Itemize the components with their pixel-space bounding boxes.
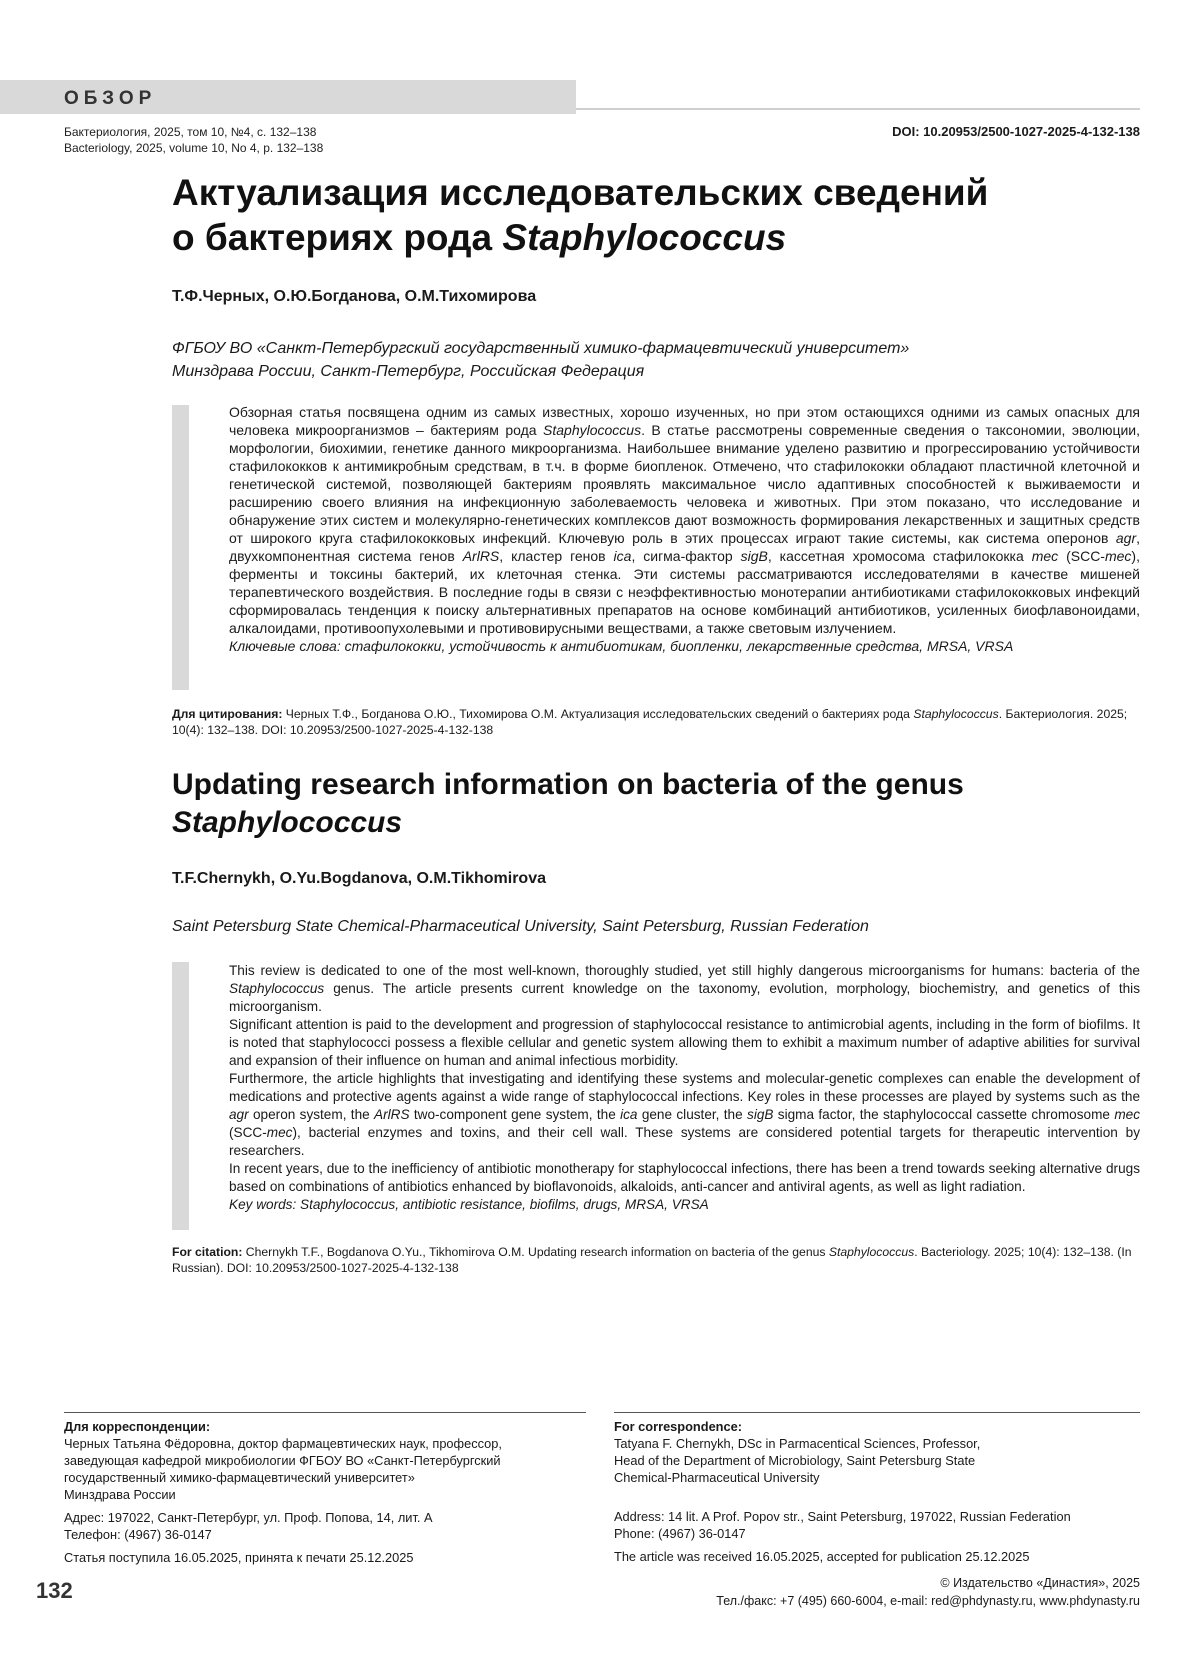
citation-ru: Для цитирования: Черных Т.Ф., Богданова О.Ю., Тихомирова О.М. Актуализация исследовательских сведений о бактериях рода Staphylococcus. Бактериология. 2025; 10(4): 132–138. DOI: 10.20953/2500-1027-2025-4-132-138 xyxy=(172,707,1128,737)
abstract-bar-en xyxy=(172,962,189,1230)
title-ru: Актуализация исследовательских сведений о бактериях рода Staphylococcus xyxy=(172,172,989,258)
section-divider xyxy=(576,108,1140,110)
abstract-ru: Обзорная статья посвящена одним из самых известных, хорошо изученных, но при этом остающихся одними из самых опасных для человека микроорганизмов – бактериям рода Staphylococcus. В статье рассмотрены современные сведения о таксономии, эволюции, морфологии, биохимии, генетике данного микроорганизма. Наибольшее внимание уделено развитию и прогрессированию устойчивости стафилококков к антимикробным средствам, в т.ч. в форме биопленок. Отмечено, что стафилококки обладают пластичной клеточной и генетической системой, позволяющей бактериям проявлять максимальное число адаптивных способностей к выживаемости и расширению своего влияния на инфекционную заболеваемость человека и животных. При этом показано, что исследование и обнаружение этих систем и молекулярно-генетических комплексов дают возможность формирования лекарственных и защитных средств от широкого круга стафилококковых инфекций. Ключевую роль в этих процессах играют такие системы, как система оперонов agr, двухкомпонентная система генов ArlRS, кластер генов ica, сигма-фактор sigB, кассетная хромосома стафилококка mec (SCC-mec), ферменты и токсины бактерий, их клеточная стенка. Эти системы рассматриваются исследователями в качестве мишеней терапевтического воздействия. В последние годы в связи с неэффективностью монотерапии антибиотиками стафилококковых инфекций сформировалась тенденция к поиску альтернативных препаратов на основе комбинаций антибиотиков, усиленных биофлавоноидами, алкалоидами, противоопухолевыми и противовирусными веществами, а также световым излучением. Ключевые слова: стафилококки, устойчивость к антибиотикам, биопленки, лекарственные средства, MRSA, VRSA xyxy=(229,404,1140,654)
keywords-ru: Ключевые слова: стафилококки, устойчивость к антибиотикам, биопленки, лекарственные средства, MRSA, VRSA xyxy=(229,638,1014,654)
publisher-info: © Издательство «Династия», 2025 Тел./факс: +7 (495) 660-6004, e-mail: red@phdynasty.ru, www.phdynasty.ru xyxy=(716,1576,1140,1608)
correspondence-en: For correspondence: Tatyana F. Chernykh, DSc in Parmacentical Sciences, Professor, Head of the Department of Microbiology, Saint Petersburg State Chemical-Pharmaceutical University Address: 14 lit. A Prof. Popov str., Saint Petersburg, 197022, Russian Federation Phone: (4967) 36-0147 The article was received 16.05.2025, accepted for publication 25.12.2025 xyxy=(614,1419,1071,1564)
abstract-en: This review is dedicated to one of the most well-known, thoroughly studied, yet still highly dangerous microorganisms for humans: bacteria of the Staphylococcus genus. The article presents current knowledge on the taxonomy, evolution, morphology, biochemistry, and genetics of this microorganism. Significant attention is paid to the development and progression of staphylococcal resistance to antimicrobial agents, including in the form of biofilms. It is noted that staphylococci possess a flexible cellular and genetic system allowing them to exhibit a maximum number of adaptive abilities for survival and expansion of their influence on human and animal infectious morbidity. Furthermore, the article highlights that investigating and identifying these systems and molecular-genetic complexes can enable the development of medications and protective agents against a wide range of staphylococcal infections. Key roles in these processes are played by systems such as the agr operon system, the ArlRS two-component gene system, the ica gene cluster, the sigB sigma factor, the staphylococcal cassette chromosome mec (SCC-mec), bacterial enzymes and toxins, and their cell wall. These systems are considered potential targets for therapeutic intervention by researchers. In recent years, due to the inefficiency of antibiotic monotherapy for staphylococcal infections, there has been a trend towards seeking alternative drugs based on combinations of antibiotics enhanced by bioflavonoids, alkaloids, anti-cancer and antiviral agents, as well as light radiation. Key words: Staphylococcus, antibiotic resistance, biofilms, drugs, MRSA, VRSA xyxy=(229,963,1140,1212)
correspondence-ru: Для корреспонденции: Черных Татьяна Фёдоровна, доктор фармацевтических наук, профессор, заведующая кафедрой микробиологии ФГБОУ ВО «Санкт-Петербургский государственный химико-фармацевтический университет» Минздрава России Адрес: 197022, Санкт-Петербург, ул. Проф. Попова, 14, лит. А Телефон: (4967) 36-0147 Статья поступила 16.05.2025, принята к печати 25.12.2025 xyxy=(64,1419,502,1565)
page-number: 132 xyxy=(36,1578,73,1603)
title-en: Updating research information on bacteria of the genus Staphylococcus xyxy=(172,768,964,839)
keywords-en: Key words: Staphylococcus, antibiotic resistance, biofilms, drugs, MRSA, VRSA xyxy=(229,1197,709,1212)
authors-ru: Т.Ф.Черных, О.Ю.Богданова, О.М.Тихомирова xyxy=(172,288,537,305)
affiliation-ru: ФГБОУ ВО «Санкт-Петербургский государственный химико-фармацевтический университет» Минздрава России, Санкт-Петербург, Российская Федерация xyxy=(172,340,910,380)
journal-citation-ru: Бактериология, 2025, том 10, №4, с. 132–138 xyxy=(64,125,317,139)
abstract-bar-ru xyxy=(172,405,189,690)
section-label: ОБЗОР xyxy=(64,88,157,109)
correspondence-divider-en xyxy=(614,1412,1140,1413)
correspondence-divider-ru xyxy=(64,1412,586,1413)
authors-en: T.F.Chernykh, O.Yu.Bogdanova, O.M.Tikhomirova xyxy=(172,870,546,887)
doi: DOI: 10.20953/2500-1027-2025-4-132-138 xyxy=(892,124,1140,139)
affiliation-en: Saint Petersburg State Chemical-Pharmaceutical University, Saint Petersburg, Russian Federation xyxy=(172,918,869,935)
journal-citation-en: Bacteriology, 2025, volume 10, No 4, p. 132–138 xyxy=(64,141,324,155)
citation-en: For citation: Chernykh T.F., Bogdanova O.Yu., Tikhomirova O.M. Updating research information on bacteria of the genus Staphylococcus. Bacteriology. 2025; 10(4): 132–138. (In Russian). DOI: 10.20953/2500-1027-2025-4-132-138 xyxy=(172,1245,1132,1275)
